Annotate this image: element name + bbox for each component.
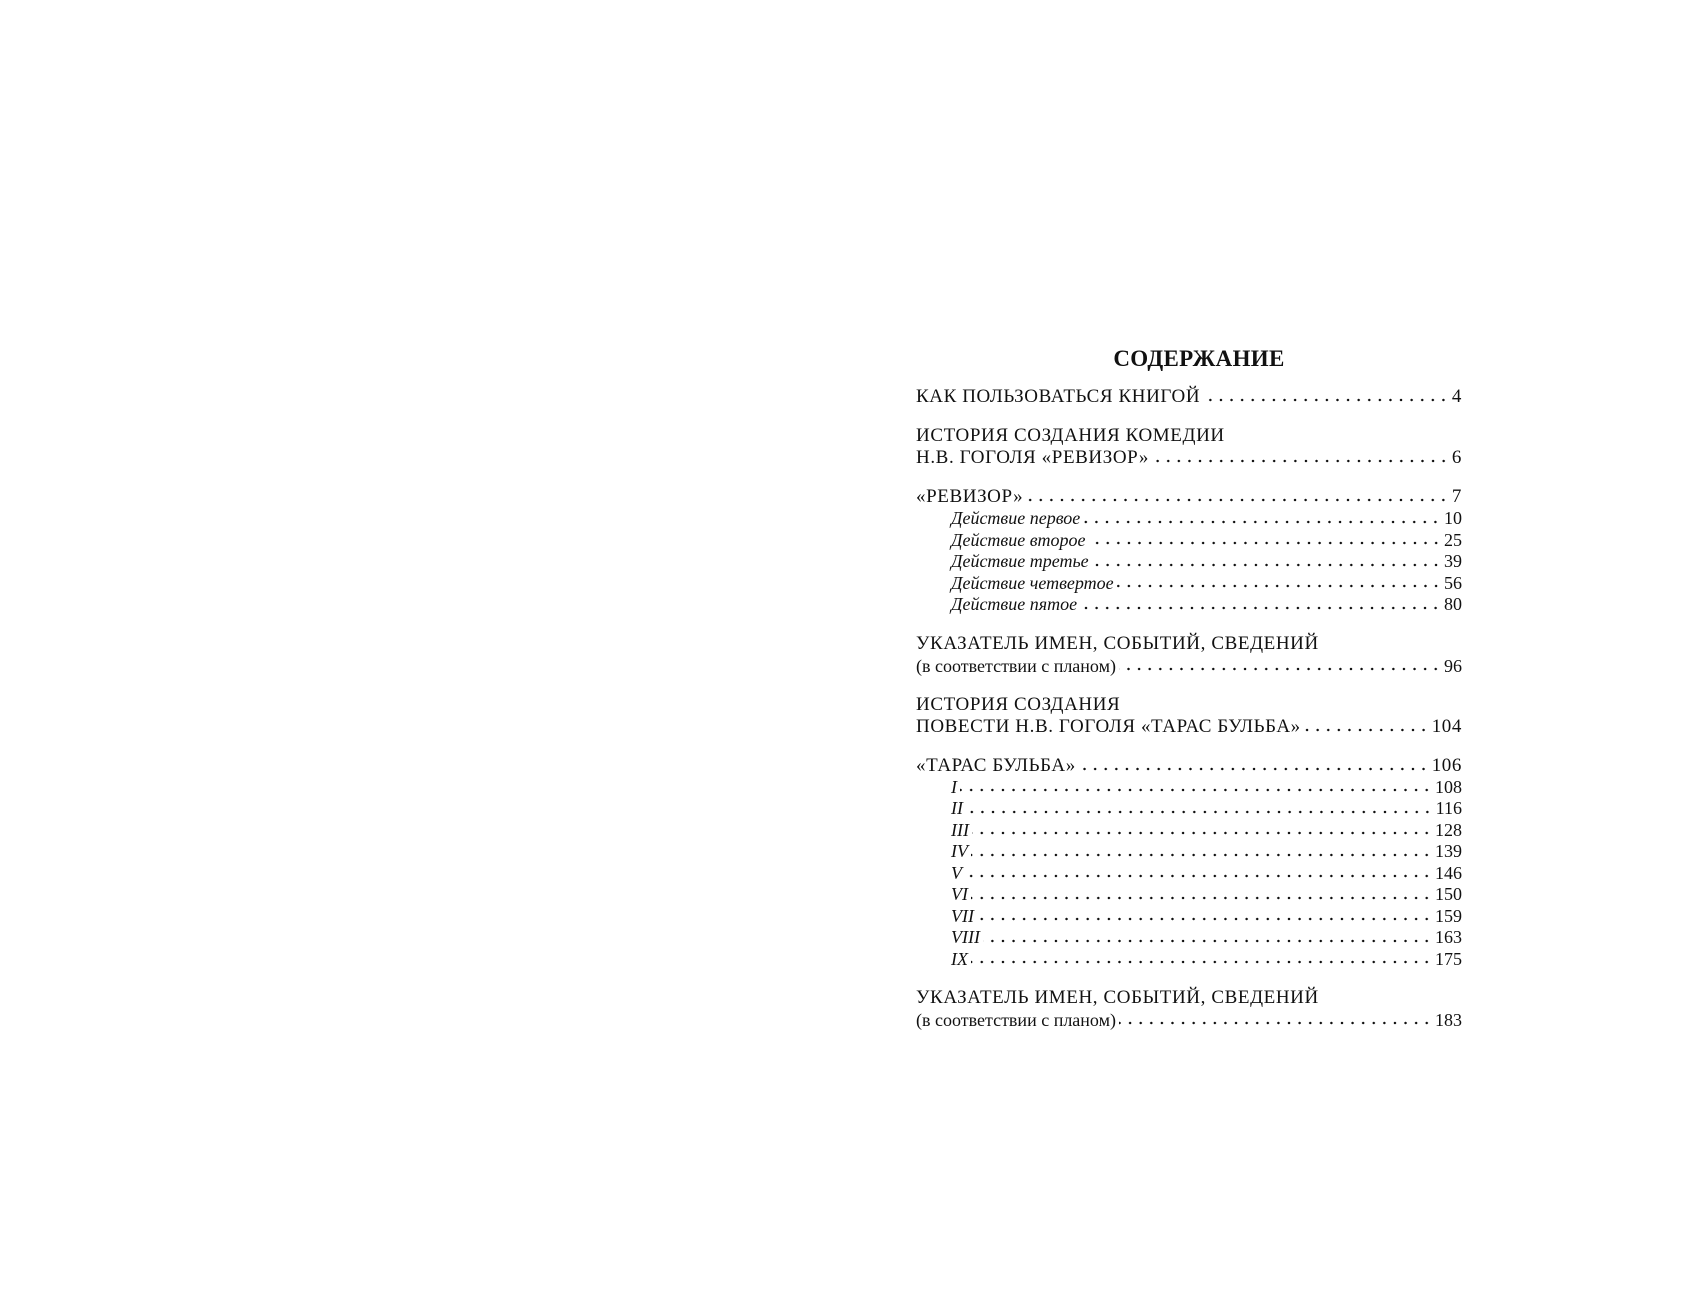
- dot-leader: [966, 809, 1433, 815]
- toc-body: [916, 386, 1462, 1031]
- dot-leader: [977, 916, 1432, 922]
- toc-entry[interactable]: [916, 987, 1462, 1009]
- toc-subentry[interactable]: [916, 777, 1462, 799]
- toc-page-number: 183: [1435, 1010, 1462, 1030]
- toc-page-number: 7: [1451, 486, 1462, 507]
- toc-entry-label: Действие второе: [951, 529, 1086, 550]
- table-of-contents: [916, 346, 1462, 1048]
- dot-leader: [971, 852, 1432, 858]
- toc-page-number: 56: [1444, 572, 1462, 593]
- toc-page-number: 6: [1451, 447, 1462, 468]
- toc-entry-label: ИСТОРИЯ СОЗДАНИЯ КОМЕДИИ: [916, 425, 1225, 446]
- dot-leader: [1119, 666, 1441, 672]
- toc-entry[interactable]: [916, 633, 1462, 655]
- toc-group: [916, 425, 1462, 469]
- toc-entry-label: ИСТОРИЯ СОЗДАНИЯ: [916, 693, 1121, 715]
- toc-entry-label: Н.В. ГОГОЛЯ «РЕВИЗОР»: [916, 447, 1149, 468]
- toc-entry-label: (в соответствии с планом): [916, 655, 1116, 676]
- toc-page-number: 108: [1435, 776, 1462, 797]
- toc-page-number: 96: [1444, 655, 1462, 676]
- toc-subentry[interactable]: [916, 906, 1462, 928]
- toc-page-number: 116: [1435, 798, 1462, 818]
- dot-leader: [971, 895, 1432, 901]
- toc-subentry[interactable]: [916, 863, 1462, 885]
- toc-entry-label: «РЕВИЗОР»: [916, 486, 1024, 507]
- dot-leader: [1083, 519, 1441, 525]
- toc-subentry[interactable]: [916, 884, 1462, 906]
- toc-entry-label: V: [951, 862, 962, 883]
- toc-entry-label: VI: [951, 884, 968, 904]
- toc-title: СОДЕРЖАНИЕ: [1113, 346, 1285, 371]
- toc-entry-label: КАК ПОЛЬЗОВАТЬСЯ КНИГОЙ: [916, 386, 1201, 407]
- toc-entry-label: IX: [951, 948, 968, 969]
- dot-leader: [1092, 562, 1441, 568]
- toc-page-number: 150: [1435, 884, 1462, 904]
- toc-page-number: 175: [1435, 948, 1462, 969]
- toc-page-number: 80: [1444, 594, 1462, 614]
- dot-leader: [983, 938, 1432, 944]
- toc-group: [916, 987, 1462, 1031]
- toc-subentry[interactable]: [916, 594, 1462, 616]
- toc-entry-label: III: [951, 819, 969, 840]
- toc-entry[interactable]: [916, 425, 1462, 447]
- toc-subentry[interactable]: [916, 798, 1462, 820]
- toc-subentry[interactable]: [916, 949, 1462, 971]
- toc-entry-label: IV: [951, 841, 968, 861]
- toc-entry-label: II: [951, 798, 963, 818]
- toc-group: [916, 755, 1462, 971]
- toc-subentry[interactable]: [916, 573, 1462, 595]
- toc-entry-label: I: [951, 776, 957, 797]
- toc-entry[interactable]: [916, 655, 1462, 677]
- toc-entry-label: ПОВЕСТИ Н.В. ГОГОЛЯ «ТАРАС БУЛЬБА»: [916, 715, 1301, 737]
- toc-entry[interactable]: [916, 486, 1462, 508]
- toc-page-number: 10: [1444, 508, 1462, 528]
- toc-entry[interactable]: [916, 386, 1462, 408]
- toc-group: [916, 486, 1462, 616]
- dot-leader: [960, 787, 1432, 793]
- toc-entry-label: VIII: [951, 927, 980, 947]
- toc-page-number: 106: [1431, 754, 1462, 776]
- toc-page-number: 39: [1444, 551, 1462, 571]
- toc-subentry[interactable]: [916, 551, 1462, 573]
- toc-entry[interactable]: [916, 716, 1462, 738]
- toc-subentry[interactable]: [916, 820, 1462, 842]
- dot-leader: [1203, 397, 1449, 403]
- dot-leader: [1117, 583, 1441, 589]
- toc-page-number: 128: [1435, 819, 1462, 840]
- toc-entry-label: Действие пятое: [951, 594, 1078, 614]
- toc-subentry[interactable]: [916, 508, 1462, 530]
- toc-entry[interactable]: [916, 447, 1462, 469]
- dot-leader: [1152, 458, 1449, 464]
- toc-entry-label: УКАЗАТЕЛЬ ИМЕН, СОБЫТИЙ, СВЕДЕНИЙ: [916, 987, 1319, 1008]
- toc-subentry[interactable]: [916, 530, 1462, 552]
- toc-page-number: 104: [1431, 715, 1462, 737]
- toc-page-number: 25: [1444, 529, 1462, 550]
- toc-page-number: 4: [1451, 386, 1462, 407]
- toc-entry-label: «ТАРАС БУЛЬБА»: [916, 754, 1076, 776]
- toc-page-number: 139: [1435, 841, 1462, 861]
- dot-leader: [1304, 727, 1429, 733]
- dot-leader: [1080, 605, 1441, 611]
- toc-group: [916, 633, 1462, 677]
- toc-page-number: 163: [1435, 927, 1462, 947]
- dot-leader: [971, 959, 1432, 965]
- toc-entry-label: VII: [951, 905, 974, 926]
- toc-page-number: 159: [1435, 905, 1462, 926]
- toc-page-number: 146: [1435, 862, 1462, 883]
- toc-entry[interactable]: [916, 1009, 1462, 1031]
- toc-entry-label: Действие четвертое: [951, 572, 1114, 593]
- dot-leader: [972, 830, 1432, 836]
- dot-leader: [1079, 766, 1429, 772]
- toc-entry-label: УКАЗАТЕЛЬ ИМЕН, СОБЫТИЙ, СВЕДЕНИЙ: [916, 632, 1319, 654]
- toc-entry[interactable]: [916, 694, 1462, 716]
- toc-group: [916, 694, 1462, 738]
- toc-subentry[interactable]: [916, 927, 1462, 949]
- toc-group: [916, 386, 1462, 408]
- toc-entry-label: Действие третье: [951, 551, 1089, 571]
- toc-entry-label: (в соответствии с планом): [916, 1010, 1116, 1030]
- toc-entry-label: Действие первое: [951, 508, 1081, 528]
- toc-entry[interactable]: [916, 755, 1462, 777]
- dot-leader: [1119, 1020, 1432, 1026]
- dot-leader: [1026, 497, 1449, 503]
- dot-leader: [1089, 540, 1441, 546]
- toc-subentry[interactable]: [916, 841, 1462, 863]
- dot-leader: [965, 873, 1432, 879]
